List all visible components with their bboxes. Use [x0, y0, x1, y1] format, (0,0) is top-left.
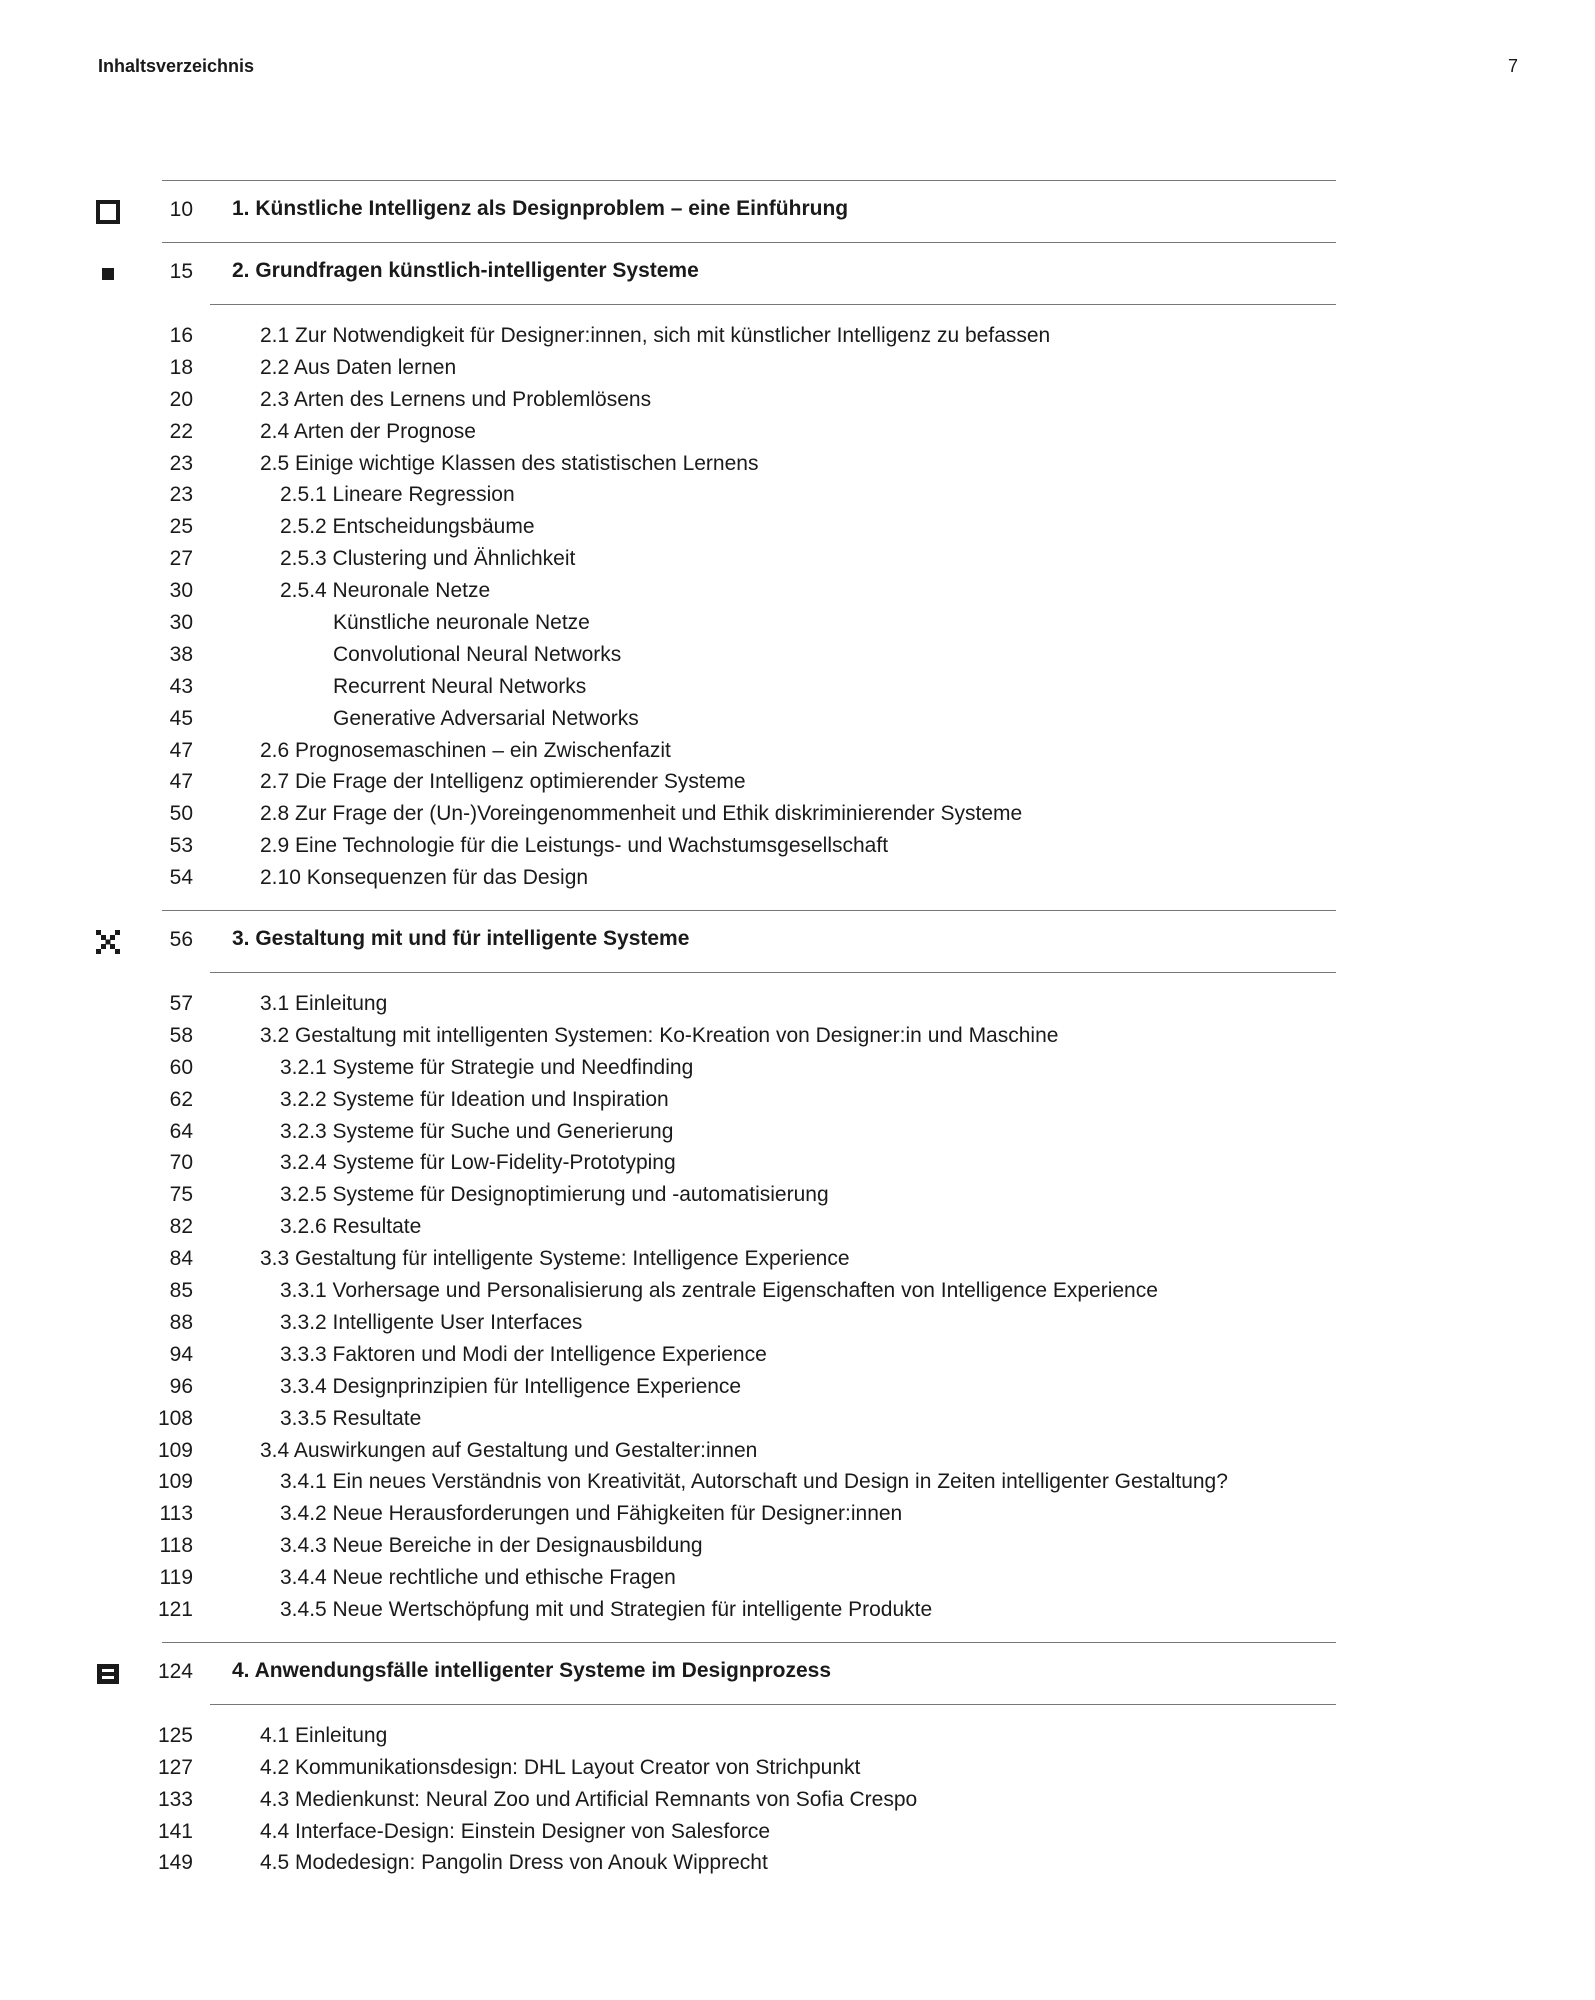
- entry-page-number: 109: [157, 1470, 193, 1494]
- entry-page-number: 54: [169, 866, 193, 890]
- entry-page-number: 113: [159, 1502, 193, 1526]
- toc-chapter: [0, 242, 1595, 910]
- entry-title: 4.1 Einleitung: [260, 1723, 388, 1747]
- entry-page-number: 118: [159, 1534, 193, 1558]
- toc-entry[interactable]: [0, 1530, 1595, 1562]
- entry-page-number: 96: [169, 1374, 193, 1398]
- chapter-heading[interactable]: [0, 910, 1595, 972]
- toc-entry[interactable]: [0, 352, 1595, 384]
- entry-page-number: 85: [169, 1279, 193, 1303]
- chapter-title: 3. Gestaltung mit und für intelligente Systeme: [232, 927, 690, 951]
- toc-entry[interactable]: [0, 862, 1595, 894]
- entry-page-number: 16: [169, 324, 193, 347]
- entry-title: 3.3.2 Intelligente User Interfaces: [280, 1310, 583, 1334]
- entry-page-number: 64: [169, 1119, 193, 1143]
- entry-title: 3.2.5 Systeme für Designoptimierung und -automatisierung: [280, 1183, 829, 1207]
- entry-title: 2.5 Einige wichtige Klassen des statistischen Lernens: [260, 451, 759, 475]
- toc-entry[interactable]: [0, 639, 1595, 671]
- chapter-page-number: 124: [157, 1659, 193, 1683]
- entry-title: 2.9 Eine Technologie für die Leistungs- und Wachstumsgesellschaft: [260, 834, 889, 858]
- toc-entry[interactable]: [0, 1594, 1595, 1626]
- entry-title: 2.1 Zur Notwendigkeit für Designer:innen, sich mit künstlicher Intelligenz zu befassen: [260, 324, 1051, 347]
- toc-entry[interactable]: [0, 703, 1595, 735]
- entry-page-number: 125: [157, 1723, 193, 1747]
- toc-entry-list: [0, 972, 1595, 1642]
- toc-chapter: [0, 1642, 1595, 1895]
- toc-entry[interactable]: [0, 448, 1595, 480]
- entry-page-number: 141: [157, 1819, 193, 1843]
- entry-page-number: 133: [157, 1787, 193, 1811]
- toc-entry[interactable]: [0, 543, 1595, 575]
- toc-entry[interactable]: [0, 1020, 1595, 1052]
- entry-page-number: 50: [169, 802, 193, 826]
- toc-entry-list: [0, 304, 1595, 910]
- entry-page-number: 45: [169, 706, 193, 730]
- entry-page-number: 30: [169, 611, 193, 635]
- entry-page-number: 23: [169, 483, 193, 507]
- toc-entry[interactable]: [0, 671, 1595, 703]
- entry-title: 3.4.4 Neue rechtliche und ethische Fragen: [280, 1566, 676, 1590]
- entry-title: 3.2.3 Systeme für Suche und Generierung: [280, 1119, 674, 1143]
- entry-page-number: 94: [169, 1342, 193, 1366]
- entry-title: 2.5.4 Neuronale Netze: [280, 579, 491, 603]
- entry-page-number: 57: [169, 992, 193, 1016]
- toc-chapter: [0, 180, 1595, 242]
- entry-title: 2.5.2 Entscheidungsbäume: [280, 515, 535, 539]
- toc-entry-list: [0, 1704, 1595, 1895]
- entry-title: 2.10 Konsequenzen für das Design: [260, 866, 589, 890]
- entry-page-number: 38: [169, 642, 193, 666]
- entry-title: 3.3.3 Faktoren und Modi der Intelligence Experience: [280, 1342, 767, 1366]
- entry-title: 2.4 Arten der Prognose: [260, 419, 476, 443]
- toc-entry[interactable]: [0, 1084, 1595, 1116]
- page-number: 7: [1507, 56, 1518, 76]
- entry-title: 3.2.1 Systeme für Strategie und Needfinding: [280, 1055, 694, 1079]
- entry-title: 2.5.3 Clustering und Ähnlichkeit: [280, 547, 576, 571]
- chapter-title: 4. Anwendungsfälle intelligenter Systeme im Designprozess: [232, 1658, 832, 1682]
- entry-title: 4.4 Interface-Design: Einstein Designer von Salesforce: [260, 1819, 771, 1843]
- entry-title: 2.5.1 Lineare Regression: [280, 483, 515, 507]
- entry-page-number: 88: [169, 1310, 193, 1334]
- toc-entry[interactable]: [0, 320, 1595, 352]
- entry-page-number: 22: [169, 419, 193, 443]
- chapter-page-number: 15: [169, 260, 193, 283]
- entry-title: 3.4.3 Neue Bereiche in der Designausbildung: [280, 1534, 703, 1558]
- chapter-title: 2. Grundfragen künstlich-intelligenter Systeme: [232, 259, 699, 282]
- entry-page-number: 70: [169, 1151, 193, 1175]
- toc-entry[interactable]: [0, 1466, 1595, 1498]
- chapter-title: 1. Künstliche Intelligenz als Designproblem – eine Einführung: [232, 197, 849, 220]
- toc-entry[interactable]: [0, 1307, 1595, 1339]
- toc-entry[interactable]: [0, 1211, 1595, 1243]
- entry-title: 3.3.4 Designprinzipien für Intelligence Experience: [280, 1374, 742, 1398]
- toc-entry[interactable]: [0, 416, 1595, 448]
- entry-page-number: 58: [169, 1023, 193, 1047]
- hollow-square-icon: [96, 200, 120, 224]
- entry-title: 2.2 Aus Daten lernen: [260, 355, 457, 379]
- entry-title: 3.2 Gestaltung mit intelligenten Systemen: Ko-Kreation von Designer:in und Maschine: [260, 1023, 1059, 1047]
- toc-entry[interactable]: [0, 1052, 1595, 1084]
- toc-entry[interactable]: [0, 1435, 1595, 1467]
- entry-page-number: 60: [169, 1055, 193, 1079]
- toc-entry[interactable]: [0, 575, 1595, 607]
- chapter-heading[interactable]: [0, 180, 1595, 242]
- entry-page-number: 62: [169, 1087, 193, 1111]
- entry-page-number: 27: [169, 547, 193, 571]
- entry-title: 2.8 Zur Frage der (Un-)Voreingenommenheit und Ethik diskriminierender Systeme: [260, 802, 1023, 826]
- entry-page-number: 75: [169, 1183, 193, 1207]
- chapter-heading[interactable]: [0, 242, 1595, 304]
- filled-square-icon: [96, 262, 120, 286]
- chapter-page-number: 56: [169, 928, 193, 952]
- entry-title: Generative Adversarial Networks: [333, 706, 639, 730]
- entry-title: 3.4 Auswirkungen auf Gestaltung und Gestalter:innen: [260, 1438, 758, 1462]
- toc-entry[interactable]: [0, 384, 1595, 416]
- entry-page-number: 108: [157, 1406, 193, 1430]
- chapter-page-number: 10: [169, 198, 193, 221]
- entry-title: 3.4.2 Neue Herausforderungen und Fähigkeiten für Designer:innen: [280, 1502, 903, 1526]
- toc-entry[interactable]: [0, 735, 1595, 767]
- entry-title: 3.3 Gestaltung für intelligente Systeme: Intelligence Experience: [260, 1247, 850, 1271]
- entry-title: 3.3.1 Vorhersage und Personalisierung als zentrale Eigenschaften von Intelligence Experience: [280, 1279, 1158, 1303]
- entry-title: 2.6 Prognosemaschinen – ein Zwischenfazit: [260, 738, 671, 762]
- toc-entry[interactable]: [0, 1784, 1595, 1816]
- divider: [162, 242, 1336, 243]
- toc-entry[interactable]: [0, 607, 1595, 639]
- toc-entry[interactable]: [0, 988, 1595, 1020]
- toc-entry[interactable]: [0, 1752, 1595, 1784]
- chapter-heading[interactable]: [0, 1642, 1595, 1704]
- entry-title: Convolutional Neural Networks: [333, 642, 622, 666]
- entry-title: 2.3 Arten des Lernens und Problemlösens: [260, 387, 652, 411]
- entry-title: 2.7 Die Frage der Intelligenz optimierender Systeme: [260, 770, 746, 794]
- entry-title: 4.3 Medienkunst: Neural Zoo und Artificial Remnants von Sofia Crespo: [260, 1787, 918, 1811]
- toc-entry[interactable]: [0, 1720, 1595, 1752]
- table-of-contents: [0, 180, 1595, 1895]
- entry-page-number: 23: [169, 451, 193, 475]
- entry-title: 3.4.1 Ein neues Verständnis von Kreativität, Autorschaft und Design in Zeiten intelligenter Gestaltung?: [280, 1470, 1228, 1494]
- entry-page-number: 127: [157, 1755, 193, 1779]
- toc-entry[interactable]: [0, 1147, 1595, 1179]
- toc-entry[interactable]: [0, 830, 1595, 862]
- toc-entry[interactable]: [0, 1275, 1595, 1307]
- entry-page-number: 43: [169, 674, 193, 698]
- toc-entry[interactable]: [0, 1371, 1595, 1403]
- entry-title: Künstliche neuronale Netze: [333, 611, 590, 635]
- entry-title: 4.5 Modedesign: Pangolin Dress von Anouk Wipprecht: [260, 1851, 768, 1875]
- entry-page-number: 121: [157, 1597, 193, 1621]
- divider: [162, 910, 1336, 911]
- entry-title: 4.2 Kommunikationsdesign: DHL Layout Creator von Strichpunkt: [260, 1755, 861, 1779]
- toc-entry[interactable]: [0, 1498, 1595, 1530]
- entry-title: 3.3.5 Resultate: [280, 1406, 422, 1430]
- toc-entry[interactable]: [0, 1179, 1595, 1211]
- toc-chapter: [0, 910, 1595, 1642]
- entry-page-number: 119: [159, 1566, 193, 1590]
- entry-page-number: 82: [169, 1215, 193, 1239]
- entry-title: 3.4.5 Neue Wertschöpfung mit und Strategien für intelligente Produkte: [280, 1597, 933, 1621]
- entry-page-number: 18: [169, 355, 193, 379]
- toc-entry[interactable]: [0, 511, 1595, 543]
- running-title: Inhaltsverzeichnis: [98, 56, 255, 76]
- entry-page-number: 53: [169, 834, 193, 858]
- entry-page-number: 149: [157, 1851, 193, 1875]
- entry-title: Recurrent Neural Networks: [333, 674, 587, 698]
- split-block-icon: [96, 1662, 120, 1686]
- entry-page-number: 47: [169, 738, 193, 762]
- entry-title: 3.2.6 Resultate: [280, 1215, 422, 1239]
- entry-page-number: 109: [157, 1438, 193, 1462]
- entry-page-number: 25: [169, 515, 193, 539]
- toc-entry[interactable]: [0, 1116, 1595, 1148]
- toc-entry[interactable]: [0, 1847, 1595, 1879]
- entry-page-number: 30: [169, 579, 193, 603]
- entry-page-number: 20: [169, 387, 193, 411]
- toc-entry[interactable]: [0, 766, 1595, 798]
- entry-page-number: 47: [169, 770, 193, 794]
- toc-entry[interactable]: [0, 1403, 1595, 1435]
- entry-page-number: 84: [169, 1247, 193, 1271]
- toc-entry[interactable]: [0, 798, 1595, 830]
- entry-title: 3.2.2 Systeme für Ideation und Inspiration: [280, 1087, 669, 1111]
- toc-entry[interactable]: [0, 1339, 1595, 1371]
- toc-entry[interactable]: [0, 479, 1595, 511]
- entry-title: 3.2.4 Systeme für Low-Fidelity-Prototyping: [280, 1151, 676, 1175]
- toc-entry[interactable]: [0, 1816, 1595, 1848]
- divider: [162, 1642, 1336, 1643]
- toc-entry[interactable]: [0, 1243, 1595, 1275]
- pixel-cross-icon: [96, 930, 120, 954]
- toc-entry[interactable]: [0, 1562, 1595, 1594]
- entry-title: 3.1 Einleitung: [260, 992, 388, 1016]
